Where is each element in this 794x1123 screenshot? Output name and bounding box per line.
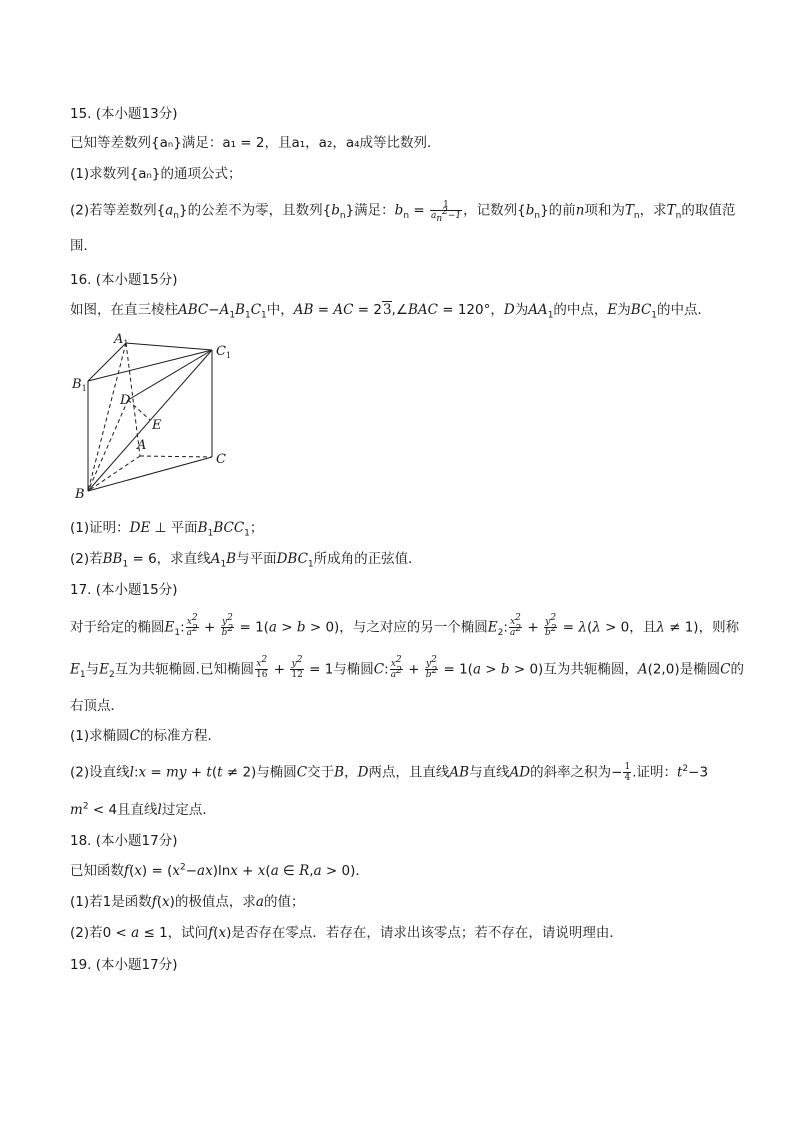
q18-part1: (1)若1是函数f(x)的极值点，求a的值；	[70, 894, 305, 910]
label-d: D	[120, 393, 131, 408]
label-e: E	[152, 418, 162, 433]
label-c1: $C_1$	[216, 344, 232, 360]
q17-part1: (1)求椭圆C的标准方程．	[70, 728, 221, 744]
q16-header: 16. (本小题15分)	[70, 272, 178, 288]
q18-statement: 已知函数$f(x) = (x^2-ax)\ln x + x(a$ ∈ R,a > 0)．	[70, 862, 369, 879]
q17-header: 17. (本小题15分)	[70, 582, 178, 598]
q16-part1: (1)证明：DE ⊥ 平面$B_1BCC_1$；	[70, 520, 264, 539]
edge-bc	[88, 457, 212, 491]
q15-part1: (1)求数列{aₙ}的通项公式；	[70, 166, 242, 182]
label-a1: $A_1$	[114, 332, 129, 348]
label-a: A	[137, 438, 147, 453]
q17-line2: $E_1$与$E_2$互为共轭椭圆.已知椭圆 $\frac{x^2}{16}$ + $\frac{y^2}{12}$ = 1与椭圆C: $\frac{x^2}{a^2}$ + $\frac{y^2}{b^2}$ = 1(a > b > 0)互为共轭椭圆，A(2,0)是椭圆C的	[70, 655, 744, 681]
q19-header: 19. (本小题17分)	[70, 957, 178, 973]
label-c: C	[216, 452, 226, 467]
q15-header: 15. (本小题13分)	[70, 106, 178, 122]
q15-part2-cont: 围．	[70, 238, 97, 254]
segment-dc1	[128, 350, 212, 400]
q15-part2: (2)若等差数列$\{a_n\}$的公差不为零，且数列$\{b_n\}$满足：$b_n$ = $\frac{1}{a_n^2-1}$ ，记数列$\{b_n\}$的前n项和为$T_n$，求$T_n$的取值范	[70, 200, 736, 224]
label-b1: $B_1$	[72, 377, 87, 393]
edge-a1b1	[88, 343, 126, 381]
segment-de	[128, 400, 150, 420]
q15-statement: 已知等差数列{aₙ}满足：a₁ = 2，且a₁，a₂，a₄成等比数列．	[70, 135, 441, 151]
q17-part2-cont: $m^2 < 4$且直线l过定点．	[70, 801, 216, 818]
label-b: B	[75, 487, 85, 502]
prism-figure	[70, 332, 240, 502]
q17-line1: 对于给定的椭圆$E_1$: $\frac{x^2}{a^2}$ + $\frac{y^2}{b^2}$ = 1(a > b > 0)，与之对应的另一个椭圆$E_2$: $\frac{x^2}{a^2}$ + $\frac{y^2}{b^2}$ = λ(λ > 0，且λ ≠ 1)，则称	[70, 613, 740, 639]
q18-header: 18. (本小题17分)	[70, 833, 178, 849]
edge-a1c1	[126, 343, 212, 350]
q16-part2: (2)若$BB_1 = 6$，求直线$A_1B$与平面$DBC_1$所成角的正弦值．	[70, 551, 422, 570]
q17-part2: (2)设直线l:x = my + t(t ≠ 2)与椭圆C交于B，D两点，且直线AB与直线AD的斜率之积为− $\frac{1}{4}$ .证明：$t^2-3$	[70, 762, 709, 783]
q17-line3: 右顶点．	[70, 698, 124, 714]
edge-ac	[140, 456, 212, 457]
q18-part2: (2)若0 < a ≤ 1，试问f(x)是否存在零点．若存在，请求出该零点；若不存在，请说明理由．	[70, 925, 623, 941]
q16-statement: 如图，在直三棱柱$ABC-A_1B_1C_1$中，AB = AC = 23,∠BAC = 120°，D为$AA_1$的中点，E为$BC_1$的中点．	[70, 302, 712, 321]
edge-b1c1	[88, 350, 212, 381]
